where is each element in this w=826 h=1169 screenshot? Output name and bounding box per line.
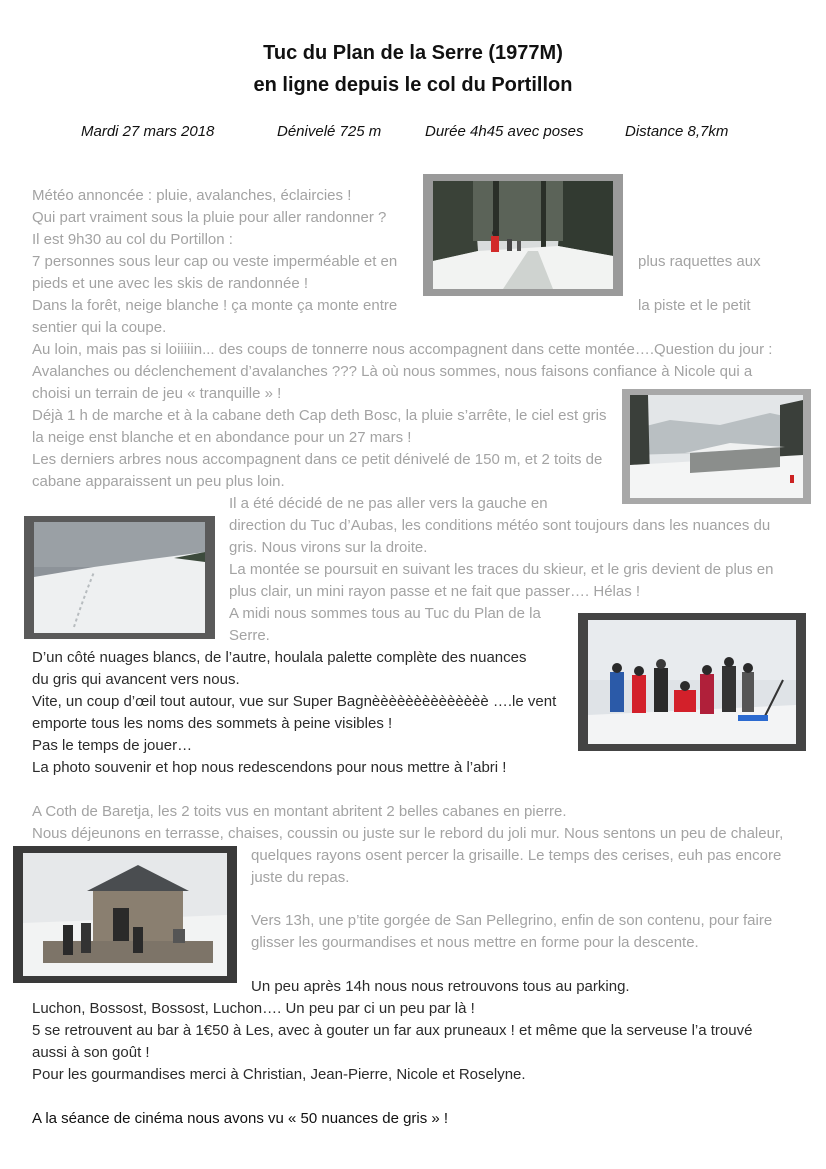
title-line-1: Tuc du Plan de la Serre (1977M) bbox=[263, 42, 563, 64]
text-line: direction du Tuc d’Aubas, les conditions météo sont toujours dans les nuances du bbox=[229, 517, 771, 534]
text-line: A midi nous sommes tous au Tuc du Plan de la bbox=[229, 605, 541, 622]
title-line-2: en ligne depuis le col du Portillon bbox=[253, 74, 573, 96]
text-line: Déjà 1 h de marche et à la cabane deth Cap deth Bosc, la pluie s’arrête, le ciel est gris bbox=[32, 407, 607, 424]
text-line: A la séance de cinéma nous avons vu « 50 nuances de gris » ! bbox=[32, 1110, 449, 1127]
photo-forest-trail bbox=[423, 174, 623, 296]
text-line: choisi un terrain de jeu « tranquille » ! bbox=[32, 385, 282, 402]
meta-distance: Distance 8,7km bbox=[625, 123, 729, 140]
text-line: quelques rayons osent percer la grisaille. Le temps des cerises, euh pas encore bbox=[251, 847, 782, 864]
text-line: La montée se poursuit en suivant les traces du skieur, et le gris devient de plus en bbox=[229, 561, 774, 578]
meta-date: Mardi 27 mars 2018 bbox=[81, 123, 215, 140]
text-line: Serre. bbox=[229, 627, 270, 644]
text-line: Dans la forêt, neige blanche ! ça monte ça monte entre bbox=[32, 297, 398, 314]
text-line: D’un côté nuages blancs, de l’autre, houlala palette complète des nuances bbox=[32, 649, 527, 666]
text-line: La photo souvenir et hop nous redescendons pour nous mettre à l’abri ! bbox=[32, 759, 507, 776]
meta-elevation: Dénivelé 725 m bbox=[277, 123, 382, 140]
text-line: Luchon, Bossost, Bossost, Luchon…. Un peu par ci un peu par là ! bbox=[32, 1000, 475, 1017]
photo-snow-ridge bbox=[24, 516, 215, 639]
text-line: la piste et le petit bbox=[638, 297, 751, 314]
text-line: Vers 13h, une p’tite gorgée de San Pellegrino, enfin de son contenu, pour faire bbox=[251, 912, 773, 929]
text-line: 7 personnes sous leur cap ou veste imperméable et en bbox=[32, 253, 398, 270]
text-line: glisser les gourmandises et nous mettre en forme pour la descente. bbox=[251, 934, 699, 951]
text-line: A Coth de Baretja, les 2 toits vus en montant abritent 2 belles cabanes en pierre. bbox=[32, 803, 567, 820]
text-line: plus clair, un mini rayon passe et ne fait que passer…. Hélas ! bbox=[229, 583, 641, 600]
text-line: Météo annoncée : pluie, avalanches, éclaircies ! bbox=[32, 187, 352, 204]
text-line: emporte tous les noms des sommets à peine visibles ! bbox=[32, 715, 393, 732]
text-line: plus raquettes aux bbox=[638, 253, 761, 270]
photo-group-summit bbox=[578, 613, 806, 751]
text-line: Vite, un coup d’œil tout autour, vue sur Super Bagnèèèèèèèèèèèèèè ….le vent bbox=[32, 693, 557, 710]
text-line: Pas le temps de jouer… bbox=[32, 737, 193, 754]
text-line: Nous déjeunons en terrasse, chaises, coussin ou juste sur le rebord du joli mur. Nous sentons un peu de chaleur, bbox=[32, 825, 784, 842]
text-line: du gris qui avancent vers nous. bbox=[32, 671, 240, 688]
text-line: aussi à son goût ! bbox=[32, 1044, 150, 1061]
text-line: 5 se retrouvent au bar à 1€50 à Les, avec à gouter un far aux pruneaux ! et même que la serveuse l’a trouvé bbox=[32, 1022, 753, 1039]
text-line: Il a été décidé de ne pas aller vers la gauche en bbox=[229, 495, 548, 512]
meta-duration: Durée 4h45 avec poses bbox=[425, 123, 584, 140]
text-line: cabane apparaissent un peu plus loin. bbox=[32, 473, 285, 490]
text-line: Avalanches ou déclenchement d’avalanches ??? Là où nous sommes, nous faisons confiance à Nicole qui a bbox=[32, 363, 753, 380]
photo-stone-cabane bbox=[13, 846, 237, 983]
text-line: la neige enst blanche et en abondance pour un 27 mars ! bbox=[32, 429, 412, 446]
text-line: Il est 9h30 au col du Portillon : bbox=[32, 231, 233, 248]
text-line: juste du repas. bbox=[251, 869, 350, 886]
text-line: gris. Nous virons sur la droite. bbox=[229, 539, 428, 556]
text-line: Les derniers arbres nous accompagnent dans ce petit dénivelé de 150 m, et 2 toits de bbox=[32, 451, 603, 468]
photo-cabane-snow bbox=[622, 389, 811, 504]
text-line: Un peu après 14h nous nous retrouvons tous au parking. bbox=[251, 978, 630, 995]
text-line: sentier qui la coupe. bbox=[32, 319, 167, 336]
text-line: Qui part vraiment sous la pluie pour aller randonner ? bbox=[32, 209, 387, 226]
text-line: Pour les gourmandises merci à Christian, Jean-Pierre, Nicole et Roselyne. bbox=[32, 1066, 526, 1083]
text-line: pieds et une avec les skis de randonnée ! bbox=[32, 275, 309, 292]
text-line: Au loin, mais pas si loiiiiin... des coups de tonnerre nous accompagnent dans cette montée….Question du jour : bbox=[32, 341, 773, 358]
